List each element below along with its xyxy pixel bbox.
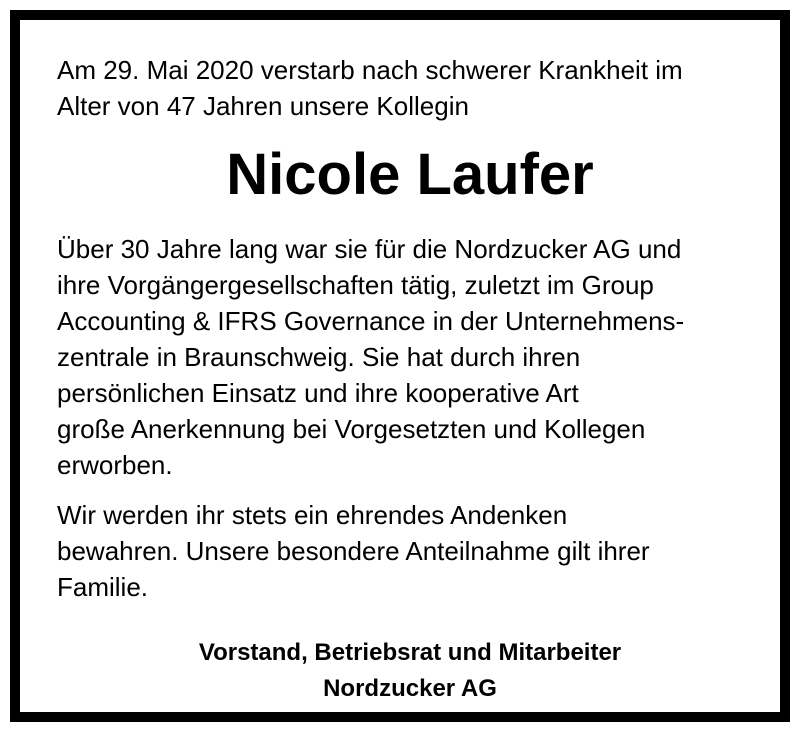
signature-company: Nordzucker AG [323,675,497,702]
biography-line: zentrale in Braunschweig. Sie hat durch ihren [57,342,581,372]
deceased-name: Nicole Laufer [226,142,594,207]
biography-line: erworben. [57,450,173,480]
biography-line: Über 30 Jahre lang war sie für die Nordzucker AG und [57,234,682,264]
signature-line: Vorstand, Betriebsrat und Mitarbeiter [198,639,622,666]
biography-line: große Anerkennung bei Vorgesetzten und Kollegen [57,414,646,444]
farewell-line: Familie. [57,572,149,602]
biography-line: Accounting & IFRS Governance in der Unternehmens- [57,306,685,336]
intro-line: Am 29. Mai 2020 verstarb nach schwerer Krankheit im [57,55,683,85]
biography-line: ihre Vorgängergesellschaften tätig, zuletzt im Group [57,270,654,300]
farewell-paragraph [57,497,777,605]
biography-line: persönlichen Einsatz und ihre kooperative Art [57,378,579,408]
farewell-line: Wir werden ihr stets ein ehrendes Andenken [57,500,568,530]
signature-block [20,635,800,707]
obituary-notice [10,10,790,722]
biography-paragraph [57,231,777,483]
intro-line: Alter von 47 Jahren unsere Kollegin [57,91,469,121]
intro-paragraph [57,52,757,124]
farewell-line: bewahren. Unsere besondere Anteilnahme gilt ihrer [57,536,650,566]
